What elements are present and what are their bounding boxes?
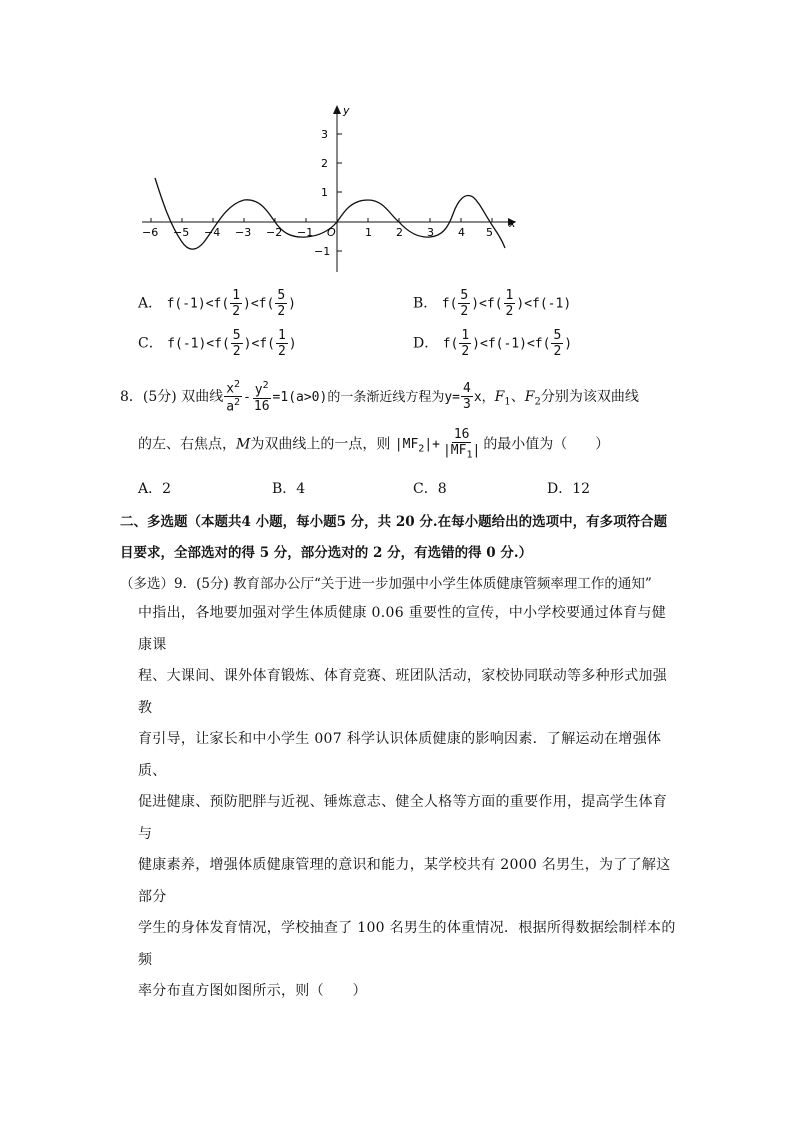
q8-stem-line2: 的左、右焦点，M为双曲线上的一点，则 $|MF_2|+$ $\frac{16}{|MF_1|}$ 的最小值为（ ） (138, 427, 610, 461)
fraction: $\frac{5}{2}$ (277, 288, 286, 319)
q9-line: 率分布直方图如图所示，则（ ） (138, 983, 367, 999)
fraction: $\frac{1}{2}$ (277, 328, 286, 359)
expr-part: )<f( (243, 296, 275, 312)
expr-part: f( (442, 336, 459, 352)
x-tick-label: 3 (427, 226, 434, 239)
q9-line: 育引导，让家长和中小学生 007 科学认识体质健康的影响因素．了解运动在增强体质、 (138, 731, 662, 779)
equation-rest: =1(a>0)的一条渐近线方程为 (272, 389, 445, 405)
expr-part: f( (441, 296, 458, 312)
option-letter: C． (138, 335, 163, 352)
expr-part: )<f( (471, 296, 503, 312)
y-tick-label: 1 (321, 186, 328, 199)
q9-line: 学生的身体发育情况，学校抽查了 100 名男生的体重情况．根据所得数据绘制样本的频 (138, 920, 676, 968)
y-axis-arrow-icon (333, 105, 341, 114)
fraction-y2-over-16: $\frac{y^2}{16}$ (253, 380, 270, 414)
x-tick-label: −6 (142, 226, 159, 239)
expr-part: ) (288, 336, 297, 352)
x-axis-label: x (509, 217, 516, 230)
expr-part: f(-1)<f( (166, 296, 230, 312)
q8-option-d[interactable]: D．12 (547, 481, 591, 497)
x-tick-label: 1 (365, 226, 372, 239)
expr-part: )<f(-1)<f( (472, 336, 551, 352)
q9-line: 程、大课间、课外体育锻炼、体育竞赛、班团队活动，家校协同联动等多种形式加强教 (138, 668, 668, 716)
function-graph (140, 100, 520, 278)
fraction-4-over-3: $\frac{4}{3}$ (463, 381, 471, 413)
fraction: $\frac{1}{2}$ (505, 288, 514, 319)
fraction: $\frac{1}{2}$ (232, 288, 241, 319)
fraction-16-over-mf1: $\frac{16}{|MF_1|}$ (442, 427, 481, 461)
q7-option-c[interactable] (138, 329, 297, 358)
q8-stem-line1: 8．(5分) 双曲线 $\frac{x^2}{a^2}$ - $\frac{y^2}{16}$ =1(a>0)的一条渐近线方程为y= $\frac{4}{3}$ x，$F_1$、$F_2$分别为该双曲线 (120, 379, 639, 415)
x-tick-label: 5 (486, 226, 493, 239)
origin-label: O (327, 226, 336, 239)
abs-mf2: $|MF_2|+$ (394, 437, 440, 455)
q9-body (138, 598, 678, 1008)
q9-line: 促进健康、预防肥胖与近视、锤炼意志、健全人格等方面的重要作用，提高学生体育与 (138, 794, 668, 842)
fraction: $\frac{1}{2}$ (461, 328, 470, 359)
x-tick-label: −3 (235, 226, 252, 239)
fraction-x2-over-a2: $\frac{x^2}{a^2}$ (226, 379, 241, 415)
q7-option-a[interactable] (138, 289, 296, 318)
q8-option-b[interactable]: B．4 (272, 481, 306, 497)
option-letter: D． (413, 335, 439, 352)
expr-part: f(-1)<f( (167, 336, 230, 352)
fraction: $\frac{5}{2}$ (232, 328, 241, 359)
q7-option-b[interactable] (413, 289, 571, 318)
section2-heading-line1: 二、多选题（本题共4 小题，每小题5 分，共 20 分.在每小题给出的选项中，有多项符合题 (120, 514, 668, 530)
x-tick-label: −5 (173, 226, 190, 239)
fraction: $\frac{5}{2}$ (460, 288, 469, 319)
y-tick-label: −1 (314, 245, 331, 258)
expr-part: )<f( (243, 336, 275, 352)
fraction: $\frac{5}{2}$ (553, 328, 562, 359)
expr-part: )<f(-1) (516, 296, 572, 312)
q8-option-a[interactable]: A．2 (138, 481, 172, 497)
x-tick-label: −4 (204, 226, 221, 239)
section2-heading-line2: 目要求，全部选对的得 5 分，部分选对的 2 分，有选错的得 0 分.） (120, 545, 533, 561)
option-letter: B． (413, 295, 438, 312)
y-axis-label: y (343, 104, 350, 117)
x-tick-label: −1 (297, 226, 314, 239)
y-tick-label: 3 (321, 128, 328, 141)
q9-first-line: （多选）9．(5分) 教育部办公厅“关于进一步加强中小学生体质健康管频率理工作的通知” (120, 576, 652, 592)
y-tick-label: 2 (321, 157, 328, 170)
q7-option-d[interactable] (413, 329, 572, 358)
q8-prefix: 8．(5分) 双曲线 (120, 388, 224, 405)
q9-line: 健康素养，增强体质健康管理的意识和能力，某学校共有 2000 名男生，为了了解这部分 (138, 857, 671, 905)
x-tick-label: 2 (396, 226, 403, 239)
x-tick-label: −2 (266, 226, 283, 239)
x-tick-label: 4 (458, 226, 465, 239)
q8-option-c[interactable]: C．8 (413, 481, 447, 497)
expr-part: ) (288, 296, 296, 312)
expr-part: ) (564, 336, 573, 352)
q9-line: 中指出，各地要加强对学生体质健康 0.06 重要性的宣传，中小学校要通过体育与健康课 (138, 605, 667, 653)
q8-tail: 分别为该双曲线 (540, 388, 639, 405)
option-letter: A． (138, 295, 163, 312)
